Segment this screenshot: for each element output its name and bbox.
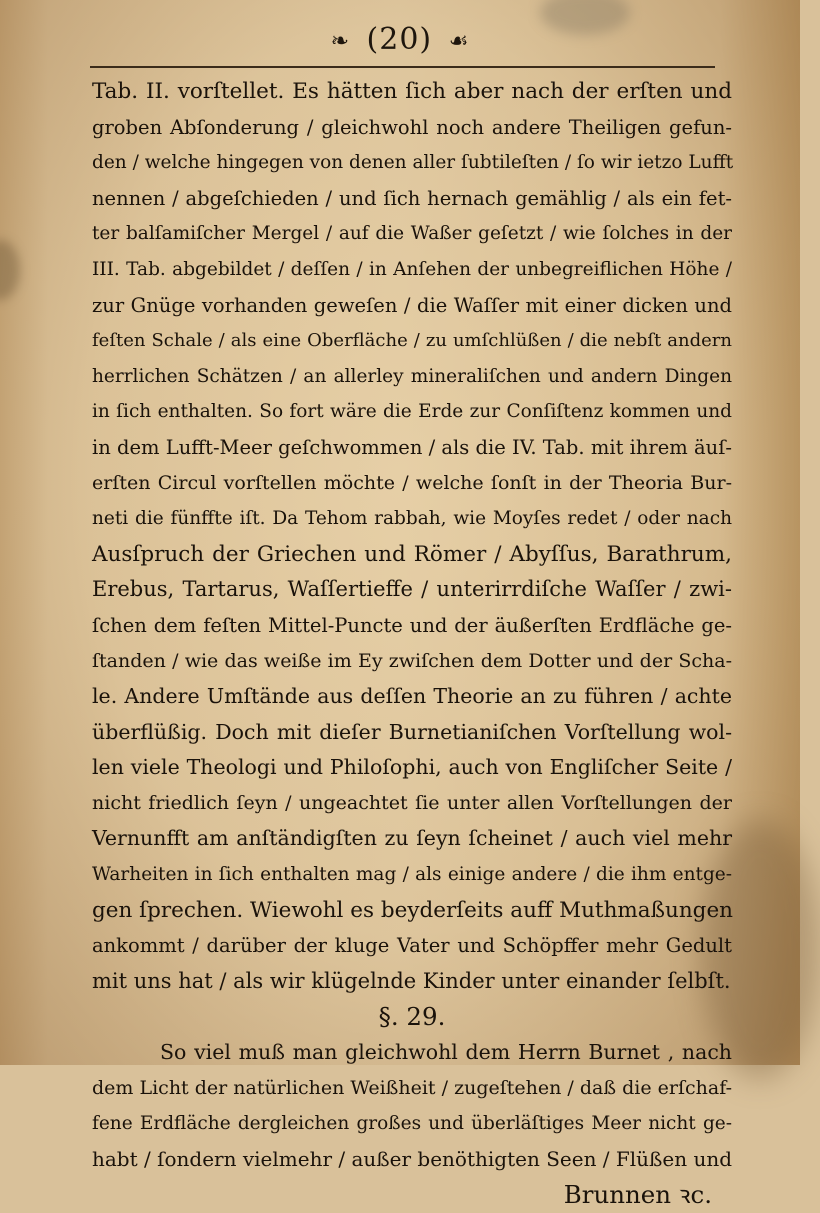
text-line: habt / ſondern vielmehr / außer benöthigten Seen / Flüßen und	[92, 1146, 733, 1171]
text-line: zur Gnüge vorhanden geweſen / die Waſſer mit einer dicken und	[92, 293, 732, 317]
text-line: mit uns hat / als wir klügelnde Kinder unter einander ſelbſt.	[92, 968, 731, 993]
text-line: ter balſamiſcher Mergel / auf die Waßer geſetzt / wie ſolches in der	[92, 223, 732, 245]
text-line: le. Andere Umſtände aus deſſen Theorie an zu führen / achte	[92, 684, 732, 709]
text-line: gen ſprechen. Wiewohl es beyderſeits auff Muthmaßungen	[92, 897, 734, 923]
page-number: (20)	[366, 22, 433, 57]
text-line: neti die fünffte iſt. Da Tehom rabbah, wie Moyſes redet / oder nach	[92, 508, 732, 530]
text-line: Warheiten in ſich enthalten mag / als einige andere / die ihm entge-	[92, 864, 732, 886]
text-line: len viele Theologi und Philoſophi, auch von Engliſcher Seite /	[92, 755, 732, 780]
paper-stain	[0, 240, 20, 300]
text-line: Erebus, Tartarus, Waſſertieffe / unterirrdiſche Waſſer / zwi-	[92, 577, 732, 602]
text-line: Vernunfft am anſtändigſten zu ſeyn ſcheinet / auch viel mehr	[92, 826, 732, 851]
text-line: dem Licht der natürlichen Weißheit / zugeſtehen / daß die erſchaf-	[92, 1076, 732, 1099]
text-line: ſchen dem feſten Mittel-Puncte und der äußerſten Erdfläche ge-	[92, 613, 732, 637]
text-line: III. Tab. abgebildet / deſſen / in Anſehen der unbegreiflichen Höhe /	[92, 258, 732, 280]
page-header	[0, 22, 800, 57]
text-line: fene Erdfläche dergleichen großes und überläſtiges Meer nicht ge-	[92, 1113, 732, 1135]
text-line: groben Abſonderung / gleichwohl noch andere Theiligen gefun-	[92, 115, 732, 139]
text-line: So viel muß man gleichwohl dem Herrn Burnet , nach	[160, 1040, 732, 1065]
text-line: nennen / abgeſchieden / und ſich hernach gemählig / als ein fet-	[92, 186, 732, 210]
text-line: Tab. II. vorſtellet. Es hätten ſich aber nach der erſten und	[92, 79, 732, 104]
text-line: erſten Circul vorſtellen möchte / welche ſonſt in der Theoria Bur-	[92, 471, 732, 494]
text-line: ſtanden / wie das weiße im Ey zwiſchen dem Dotter und der Scha-	[92, 649, 732, 672]
header-rule	[90, 66, 715, 68]
text-line: Ausſpruch der Griechen und Römer / Abyſſus, Barathrum,	[92, 541, 732, 567]
section-heading: §. 29.	[378, 1002, 446, 1032]
ornament-right-icon: ☙	[448, 28, 470, 54]
text-line: herrlichen Schätzen / an allerley mineraliſchen und andern Dingen	[92, 365, 732, 387]
text-line: ankommt / darüber der kluge Vater und Schöpffer mehr Gedult	[92, 934, 732, 958]
text-line: feſten Schale / als eine Oberfläche / zu umſchlüßen / die nebſt andern	[92, 330, 732, 352]
ornament-left-icon: ❧	[330, 28, 350, 54]
text-line: überflüßig. Doch mit dieſer Burnetianiſchen Vorſtellung wol-	[92, 719, 732, 744]
text-line: nicht friedlich ſeyn / ungeachtet ſie unter allen Vorſtellungen der	[92, 791, 732, 814]
catchword: Brunnen ꝛc.	[563, 1180, 712, 1210]
text-line: in ſich enthalten. So fort wäre die Erde zur Conſiſtenz kommen und	[92, 401, 732, 423]
body-text	[92, 74, 732, 1213]
text-line: in dem Lufft-Meer geſchwommen / als die IV. Tab. mit ihrem äuſ-	[92, 435, 732, 459]
text-line: den / welche hingegen von denen aller ſubtileſten / ſo wir ietzo Lufft	[92, 152, 734, 174]
